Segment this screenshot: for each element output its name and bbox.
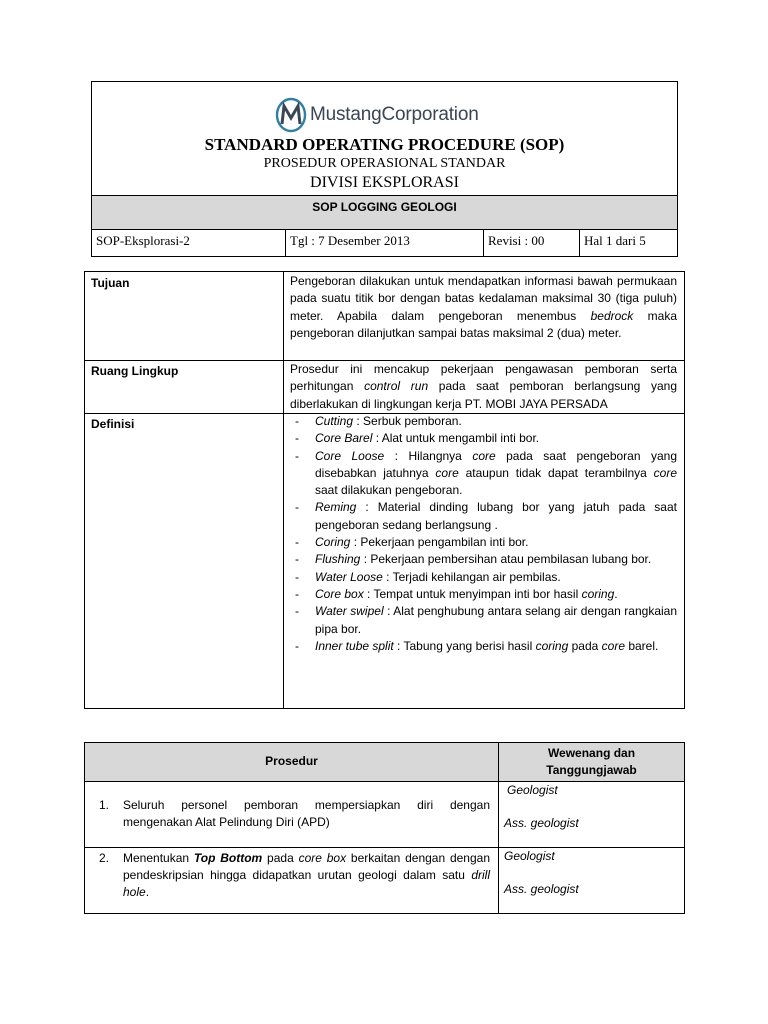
procedure-table-header bbox=[85, 743, 684, 782]
definition-text: : Tempat untuk menyimpan inti bor hasil coring. bbox=[363, 586, 618, 601]
sop-header bbox=[91, 81, 678, 257]
doc-number: SOP-Eksplorasi-2 bbox=[92, 229, 286, 257]
definition-item bbox=[290, 448, 677, 500]
definisi-label: Definisi bbox=[91, 417, 135, 431]
step-role: Ass. geologist bbox=[504, 882, 579, 896]
definition-item bbox=[290, 413, 677, 430]
definition-item bbox=[290, 569, 677, 586]
step-number: 2. bbox=[99, 851, 110, 865]
definition-term: Coring bbox=[315, 535, 351, 550]
document-info-row bbox=[92, 229, 677, 257]
list-dash: - bbox=[295, 604, 299, 619]
definition-item bbox=[290, 430, 677, 447]
sop-subtitle: PROSEDUR OPERASIONAL STANDAR bbox=[263, 156, 506, 171]
list-dash: - bbox=[295, 586, 299, 601]
doc-page: Hal 1 dari 5 bbox=[584, 233, 646, 248]
sop-name-bar bbox=[92, 195, 677, 230]
list-dash: - bbox=[295, 431, 299, 446]
company-logo bbox=[275, 95, 479, 135]
list-dash: - bbox=[295, 569, 299, 584]
list-dash: - bbox=[295, 535, 299, 550]
logo-wordmark: MustangCorporation bbox=[310, 104, 479, 125]
tujuan-label: Tujuan bbox=[91, 276, 130, 290]
step-role: Ass. geologist bbox=[504, 816, 579, 830]
col-wewenang-header: Wewenang dan Tanggungjawab bbox=[498, 743, 684, 781]
definition-item bbox=[290, 603, 677, 638]
definition-item bbox=[290, 586, 677, 603]
list-dash: - bbox=[295, 638, 299, 653]
definition-text: : Pekerjaan pembersihan atau pembilasan lubang bor. bbox=[360, 552, 652, 567]
definition-term: Water Loose bbox=[315, 569, 383, 584]
definition-text: : Material dinding lubang bor yang jatuh pada saat pengeboran sedang berlangsung . bbox=[315, 500, 677, 532]
step-role: Geologist bbox=[507, 783, 558, 797]
definition-term: Water swipel bbox=[315, 604, 384, 619]
definition-text: : Serbuk pemboran. bbox=[353, 414, 462, 428]
definition-term: Cutting bbox=[315, 414, 354, 428]
definition-item bbox=[290, 534, 677, 551]
procedure-step bbox=[85, 847, 498, 901]
list-dash: - bbox=[295, 500, 299, 515]
step-text: Seluruh personel pemboran mempersiapkan diri dengan mengenakan Alat Pelindung Diri (APD) bbox=[123, 798, 490, 829]
doc-revision: Revisi : 00 bbox=[484, 229, 580, 257]
sop-name: SOP LOGGING GEOLOGI bbox=[312, 200, 457, 214]
definition-item bbox=[290, 499, 677, 534]
ruang-lingkup-text: Prosedur ini mencakup pekerjaan pengawasan pemboran serta perhitungan control run pada saat pemboran berlangsung yang diberlakukan di lingkungan kerja PT. MOBI JAYA PERSADA bbox=[283, 360, 684, 413]
step-role: Geologist bbox=[504, 849, 555, 863]
definition-text: : Alat untuk mengambil inti bor. bbox=[372, 431, 540, 446]
definition-text: : Alat penghubung antara selang air dengan rangkaian pipa bor. bbox=[315, 604, 678, 636]
mustang-logo-icon bbox=[275, 97, 307, 133]
division-name: DIVISI EKSPLORASI bbox=[310, 174, 459, 191]
definitions-table bbox=[84, 271, 685, 709]
list-dash: - bbox=[295, 448, 299, 463]
step-text: Menentukan Top Bottom pada core box berkaitan dengan dengan pendeskripsian hingga didapatkan urutan geologi dalam satu drill hole. bbox=[123, 851, 490, 899]
definition-term: Core Loose bbox=[315, 448, 385, 463]
definisi-list-cell bbox=[283, 413, 684, 708]
doc-date: Tgl : 7 Desember 2013 bbox=[286, 229, 484, 257]
step-number: 1. bbox=[99, 798, 110, 812]
procedure-table bbox=[84, 742, 685, 914]
definition-text: : Tabung yang berisi hasil coring pada core barel. bbox=[393, 638, 659, 653]
definition-item bbox=[290, 638, 677, 655]
definition-text: : Pekerjaan pengambilan inti bor. bbox=[350, 535, 529, 550]
definition-text: : Terjadi kehilangan air pembilas. bbox=[382, 569, 561, 584]
definition-term: Flushing bbox=[315, 552, 361, 567]
definition-text: : Hilangnya core pada saat pengeboran yang disebabkan jatuhnya core ataupun tidak dapat terambilnya core saat dilakukan pengeboran. bbox=[315, 448, 678, 498]
ruang-lingkup-label: Ruang Lingkup bbox=[91, 364, 179, 378]
sop-title: STANDARD OPERATING PROCEDURE (SOP) bbox=[204, 135, 565, 154]
definition-item bbox=[290, 551, 677, 568]
definition-term: Reming bbox=[315, 500, 357, 515]
procedure-step bbox=[85, 794, 498, 831]
col-prosedur-header: Prosedur bbox=[265, 754, 318, 768]
list-dash: - bbox=[295, 414, 299, 428]
definition-list bbox=[290, 413, 677, 655]
definition-term: Core box bbox=[315, 586, 364, 601]
list-dash: - bbox=[295, 552, 299, 567]
definition-term: Inner tube split bbox=[315, 638, 394, 653]
definition-term: Core Barel bbox=[315, 431, 373, 446]
tujuan-text: Pengeboran dilakukan untuk mendapatkan informasi bawah permukaan pada suatu titik bor dengan batas kedalaman maksimal 30 (tiga puluh) meter. Apabila dalam pengeboran menembus bedrock maka pengeboran dilanjutkan sampai batas maksimal 2 (dua) meter. bbox=[283, 272, 684, 360]
